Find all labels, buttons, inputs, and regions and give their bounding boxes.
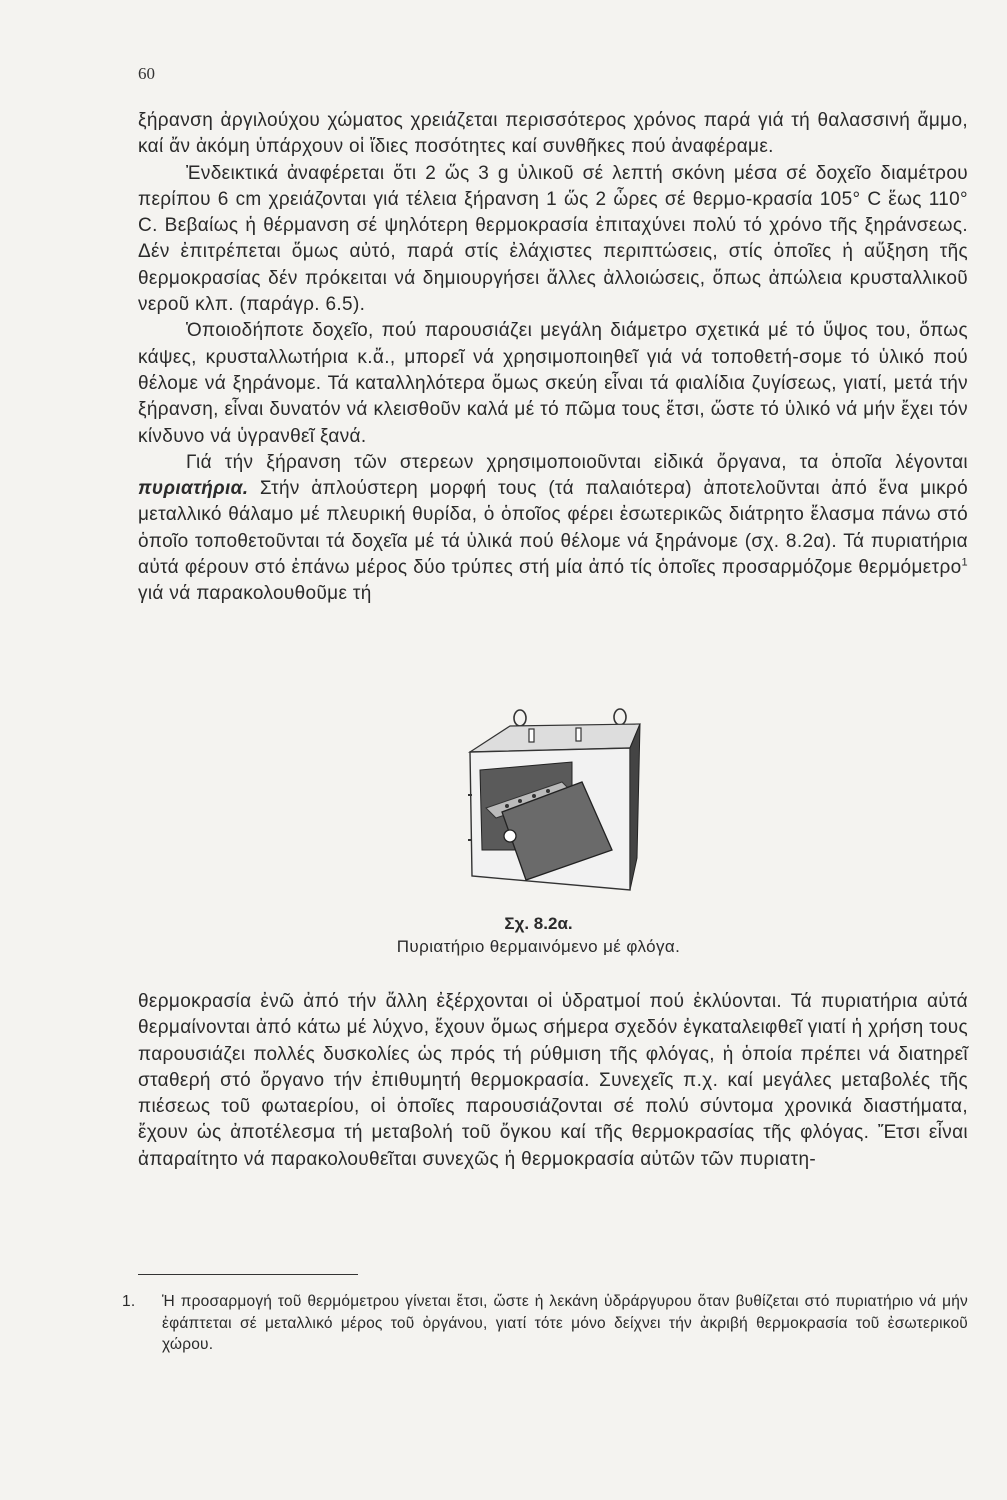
kilns-text-before: Γιά τήν ξήρανση τῶν στερεων χρησιμοποιοῦνται εἰδικά ὄργανα, τα ὁποῖα λέγονται — [186, 451, 968, 473]
door-latch — [504, 830, 516, 842]
figure-caption: Πυριατήριο θερμαινόμενο μέ φλόγα. — [396, 937, 681, 956]
right-handle — [614, 709, 626, 725]
bottom-text-block — [138, 989, 968, 1173]
footnote-reference[interactable]: 1 — [961, 556, 968, 569]
paragraph-continuation: θερμοκρασία ἐνῶ ἀπό τήν ἄλλη ἐξέρχονται οἱ ὑδρατμοί πού ἐκλύονται. Τά πυριατήρια αὐτά θερμαίνονται ἀπό κάτω μέ λύχνο, ἔχουν ὅμως σήμερα σχεδόν ἐγκαταλειφθεῖ γιατί ἡ χρήση τους παρουσιάζει πολλές δυσκολίες ὡς πρός τή ρύθμιση τῆς φλόγας, ἡ ὁποία πρέπει νά διατηρεῖ σταθερή στό ὄργανο τήν ἐπιθυμητή θερμοκρασία. Συνεχεῖς π.χ. καί μεγάλες μεταβολές τῆς πιέσεως τοῦ φωταερίου, οἱ ὁποῖες παρουσιάζονται σέ πολύ σύντομα χρονικά διαστήματα, ἔχουν ὡς ἀποτέλεσμα τή μεταβολή τοῦ ὄγκου καί τῆς θερμοκρασίας τῆς φλόγας. Ἔτσι εἶναι ἀπαραίτητο νά παρακολουθεῖται συνεχῶς ἡ θερμοκρασία αὐτῶν τῶν πυριατη- — [138, 991, 968, 1170]
kilns-text-after: Στήν ἁπλούστερη μορφή τους (τά παλαιότερα) ἀποτελοῦνται ἀπό ἕνα μικρό μεταλλικό θάλαμο μέ πλευρική θυρίδα, ὁ ὁποῖος φέρει ἐσωτερικῶς διάτρητο ἔλασμα πάνω στό ὁποῖο τοποθετοῦνται τά δοχεῖα μέ τά ὑλικά πού θέλομε νά ξηράνομε (σχ. 8.2α). Τά πυριατήρια αὐτά φέρουν στό ἐπάνω μέρος δύο τρύπες στή μία ἀπό τίς ὁποῖες προσαρμόζομε θερμόμετρο — [138, 478, 968, 579]
footnote-text: Ἡ προσαρμογή τοῦ θερμόμετρου γίνεται ἔτσι, ὥστε ἡ λεκάνη ὑδράργυρου ὅταν βυθίζεται στό πυριατήριο νά μήν ἐφάπτεται σέ μεταλλικό μέρος τοῦ ὀργάνου, γιατί τότε μόνο δείχνει τήν ἀκριβή θερμοκρασία τοῦ ἐσωτερικοῦ χώρου. — [162, 1293, 968, 1353]
footnote-divider — [138, 1274, 358, 1275]
keyword-pyriateria: πυριατήρια. — [138, 478, 249, 500]
left-handle — [514, 710, 526, 726]
paragraph-kilns — [138, 450, 968, 608]
kilns-text-tail: γιά νά παρακολουθοῦμε τή — [138, 583, 372, 605]
paragraph-intro: ξήρανση ἀργιλούχου χώματος χρειάζεται περισσότερος χρόνος παρά γιά τή θαλασσινή ἄμμο, καί ἄν ἀκόμη ὑπάρχουν οἱ ἴδιες ποσότητες καί συνθῆκες πού ἀναφέραμε. — [138, 110, 968, 158]
page-number: 60 — [138, 64, 155, 83]
top-hole-left — [529, 729, 534, 742]
footnote-number: 1. — [122, 1293, 136, 1310]
top-hole-right — [576, 728, 581, 741]
footnote-body — [122, 1291, 968, 1356]
drying-oven-illustration — [462, 700, 662, 895]
top-text-block — [138, 108, 968, 608]
paragraph-indicative-drying: Ἐνδεικτικά ἀναφέρεται ὅτι 2 ὥς 3 g ὑλικοῦ σέ λεπτή σκόνη μέσα σέ δοχεῖο διαμέτρου περίπου 6 cm χρειάζονται γιά τέλεια ξήρανση 1 ὥς 2 ὧρες σέ θερμο-κρασία 105° C ἕως 110° C. Βεβαίως ἡ θέρμανση σέ ψηλότερη θερμοκρασία ἐπιταχύνει πολύ τό χρόνο τῆς ξηράνσεως. Δέν ἐπιτρέπεται ὅμως αὐτό, παρά στίς ἐλάχιστες περιπτώσεις, στίς ὁποῖες ἡ αὔξηση τῆς θερμοκρασίας δέν πρόκειται νά δημιουργήσει ἄλλες ἀλλοιώσεις, ὅπως ἀπώλεια κρυσταλλικοῦ νεροῦ κλπ. (παράγρ. 6.5). — [138, 162, 968, 316]
drying-oven-drawing — [462, 700, 662, 895]
footnote — [122, 1291, 968, 1356]
figure-label: Σχ. 8.2α. — [504, 914, 573, 933]
oven-right-side — [630, 724, 640, 890]
paragraph-containers: Ὁποιοδήποτε δοχεῖο, πού παρουσιάζει μεγάλη διάμετρο σχετικά μέ τό ὕψος του, ὅπως κάψες, κρυσταλλωτήρια κ.ἄ., μπορεῖ νά χρησιμοποιηθεῖ γιά νά τοποθετή-σομε τό ὑλικό πού θέλομε νά ξηράνομε. Τά καταλληλότερα ὅμως σκεύη εἶναι τά φιαλίδια ζυγίσεως, γιατί, μετά τήν ξήρανση, εἶναι δυνατόν νά κλεισθοῦν καλά μέ τό πῶμα τους ἔτσι, ὥστε τό ὑλικό νά μήν ἔχει τόν κίνδυνο νά ὑγρανθεῖ ξανά. — [138, 320, 968, 447]
